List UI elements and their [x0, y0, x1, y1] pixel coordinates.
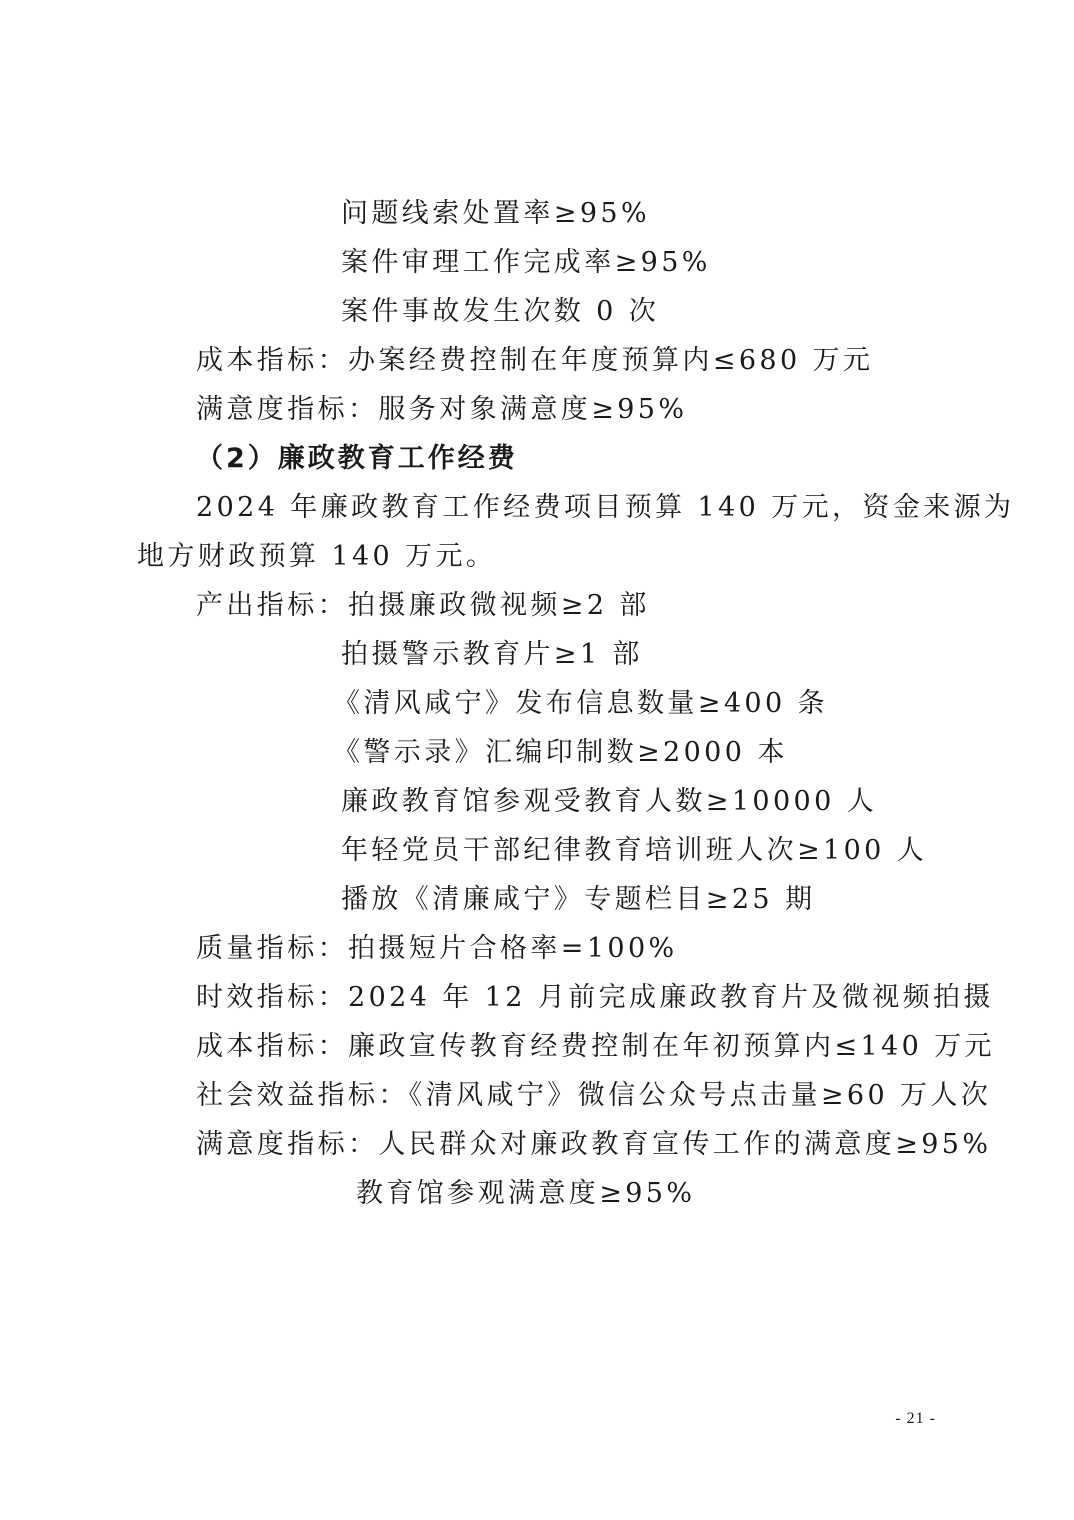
text-line: 成本指标：廉政宣传教育经费控制在年初预算内≤140 万元 — [196, 1031, 995, 1062]
text-line: 拍摄警示教育片≥1 部 — [341, 639, 643, 670]
text-line: 廉政教育馆参观受教育人数≥10000 人 — [341, 786, 878, 817]
text-line: 年轻党员干部纪律教育培训班人次≥100 人 — [341, 835, 928, 866]
text-line: 案件事故发生次数 0 次 — [341, 296, 660, 327]
section-heading: （2）廉政教育工作经费 — [196, 443, 518, 474]
text-line: 时效指标：2024 年 12 月前完成廉政教育片及微视频拍摄 — [196, 982, 994, 1013]
text-line: 产出指标：拍摄廉政微视频≥2 部 — [196, 590, 650, 621]
paragraph-line: 2024 年廉政教育工作经费项目预算 140 万元，资金来源为 — [196, 492, 1015, 523]
text-line: 成本指标：办案经费控制在年度预算内≤680 万元 — [196, 345, 874, 376]
text-line: 播放《清廉咸宁》专题栏目≥25 期 — [341, 884, 816, 915]
text-line: 《警示录》汇编印制数≥2000 本 — [333, 737, 788, 768]
text-line: 《清风咸宁》发布信息数量≥400 条 — [333, 688, 828, 719]
text-line: 满意度指标：服务对象满意度≥95% — [196, 394, 688, 425]
text-line: 案件审理工作完成率≥95% — [341, 247, 711, 278]
text-line: 问题线索处置率≥95% — [341, 198, 651, 229]
paragraph-line: 地方财政预算 140 万元。 — [137, 541, 497, 572]
text-line: 质量指标：拍摄短片合格率=100% — [196, 933, 678, 964]
text-line: 社会效益指标：《清风咸宁》微信公众号点击量≥60 万人次 — [196, 1080, 992, 1111]
text-line: 满意度指标：人民群众对廉政教育宣传工作的满意度≥95% — [196, 1129, 992, 1160]
text-line: 教育馆参观满意度≥95% — [356, 1178, 696, 1209]
page-number: - 21 - — [895, 1410, 936, 1427]
